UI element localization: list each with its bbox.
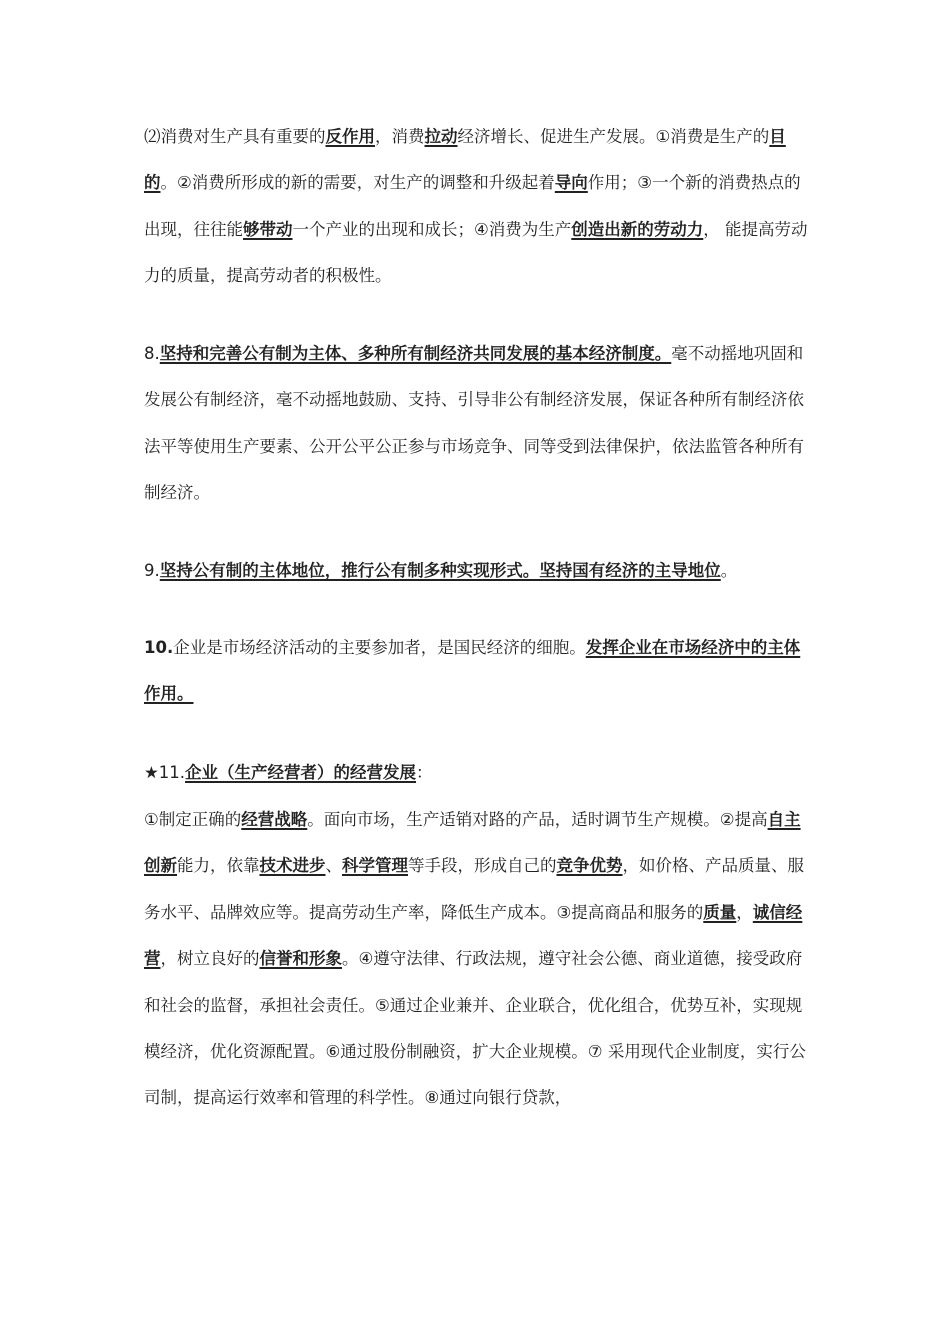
text-segment: 8. bbox=[144, 344, 160, 363]
paragraph-8-basic-economic-system bbox=[144, 331, 814, 517]
text-segment: ，如价格、产品质量、服务水平、品牌效应等。提高劳动生产率，降低生产成本。③提高商品和服务的 bbox=[144, 856, 804, 922]
key-term: 企业（生产经营者）的经营发展 bbox=[185, 763, 417, 782]
text-segment: 经济增长、促进生产发展。①消费是生产的 bbox=[457, 127, 770, 146]
key-term: 反作用 bbox=[325, 127, 375, 146]
key-term: 自主创新 bbox=[144, 810, 801, 876]
key-term: 竞争优势 bbox=[556, 856, 623, 876]
key-term: 目的 bbox=[144, 127, 786, 193]
text-segment: ，树立良好的 bbox=[160, 949, 260, 969]
text-segment: 。④遵守法律、行政法规，遵守社会公德、商业道德，接受政府和社会的监督，承担社会责任。⑤通过企业兼并、企业联合，优化组合，优势互补，实现规模经济，优化资源配置。⑥通过股份制融资，扩大企业规模。⑦ 采用现代企业制度，实行公司制，提高运行效率和管理的科学性。⑧通过向银行贷款， bbox=[144, 949, 806, 1108]
text-segment: 。面向市场，生产适销对路的产品，适时调节生产规模。②提高 bbox=[307, 810, 768, 829]
key-term: 经营战略 bbox=[241, 810, 308, 829]
key-term: 坚持公有制的主体地位，推行公有制多种实现形式。坚持国有经济的主导地位 bbox=[159, 561, 721, 580]
key-term: 导向 bbox=[554, 173, 588, 193]
text-segment: ， 能提高劳动力的质量，提高劳动者的积极性。 bbox=[144, 219, 808, 286]
key-term: 创造出新的劳动力 bbox=[571, 219, 704, 239]
key-term: 质量 bbox=[703, 902, 737, 922]
paragraph-10-enterprise-role bbox=[144, 625, 814, 718]
text-segment: 能力，依靠 bbox=[177, 856, 260, 876]
text-segment: ，消费 bbox=[375, 127, 425, 146]
text-segment: ★11. bbox=[144, 763, 186, 782]
item-number: 10. bbox=[144, 638, 174, 657]
paragraph-11-body bbox=[144, 797, 814, 1122]
text-segment: 等手段，形成自己的 bbox=[408, 856, 557, 876]
key-term: 技术进步 bbox=[259, 856, 326, 876]
text-segment: 、 bbox=[325, 856, 342, 876]
text-segment: 作用；③一个新的消费热点的出现，往往能 bbox=[144, 173, 801, 239]
text-segment: 。②消费所形成的新的需要，对生产的调整和升级起着 bbox=[160, 173, 555, 193]
key-term: 发挥企业在市场经济中的主体作用。 bbox=[144, 638, 801, 704]
text-segment: 毫不动摇地巩固和发展公有制经济，毫不动摇地鼓励、支持、引导非公有制经济发展，保证各种所有制经济依法平等使用生产要素、公开公平公正参与市场竞争、同等受到法律保护，依法监管各种所有制经济。 bbox=[144, 344, 804, 503]
text-segment: 一个产业的出现和成长；④消费为生产 bbox=[292, 219, 572, 239]
paragraph-consumption-role bbox=[144, 114, 814, 300]
text-segment: ， bbox=[736, 902, 753, 922]
key-term: 诚信经营 bbox=[144, 902, 803, 969]
key-term: 够带动 bbox=[243, 219, 293, 239]
text-segment: 。 bbox=[720, 561, 738, 580]
key-term: 信誉和形象 bbox=[259, 949, 342, 969]
text-segment: 9. bbox=[144, 561, 160, 580]
key-term: 科学管理 bbox=[342, 856, 408, 876]
text-segment: 企业是市场经济活动的主要参加者，是国民经济的细胞。 bbox=[173, 638, 586, 657]
text-segment: ： bbox=[416, 763, 433, 782]
paragraph-9-public-ownership bbox=[144, 548, 814, 594]
key-term: 坚持和完善公有制为主体、多种所有制经济共同发展的基本经济制度。 bbox=[159, 344, 672, 363]
text-segment: ⑵消费对生产具有重要的 bbox=[144, 127, 326, 146]
key-term: 拉动 bbox=[424, 127, 458, 146]
text-segment: ①制定正确的 bbox=[144, 810, 242, 829]
paragraph-11-title bbox=[144, 750, 814, 796]
